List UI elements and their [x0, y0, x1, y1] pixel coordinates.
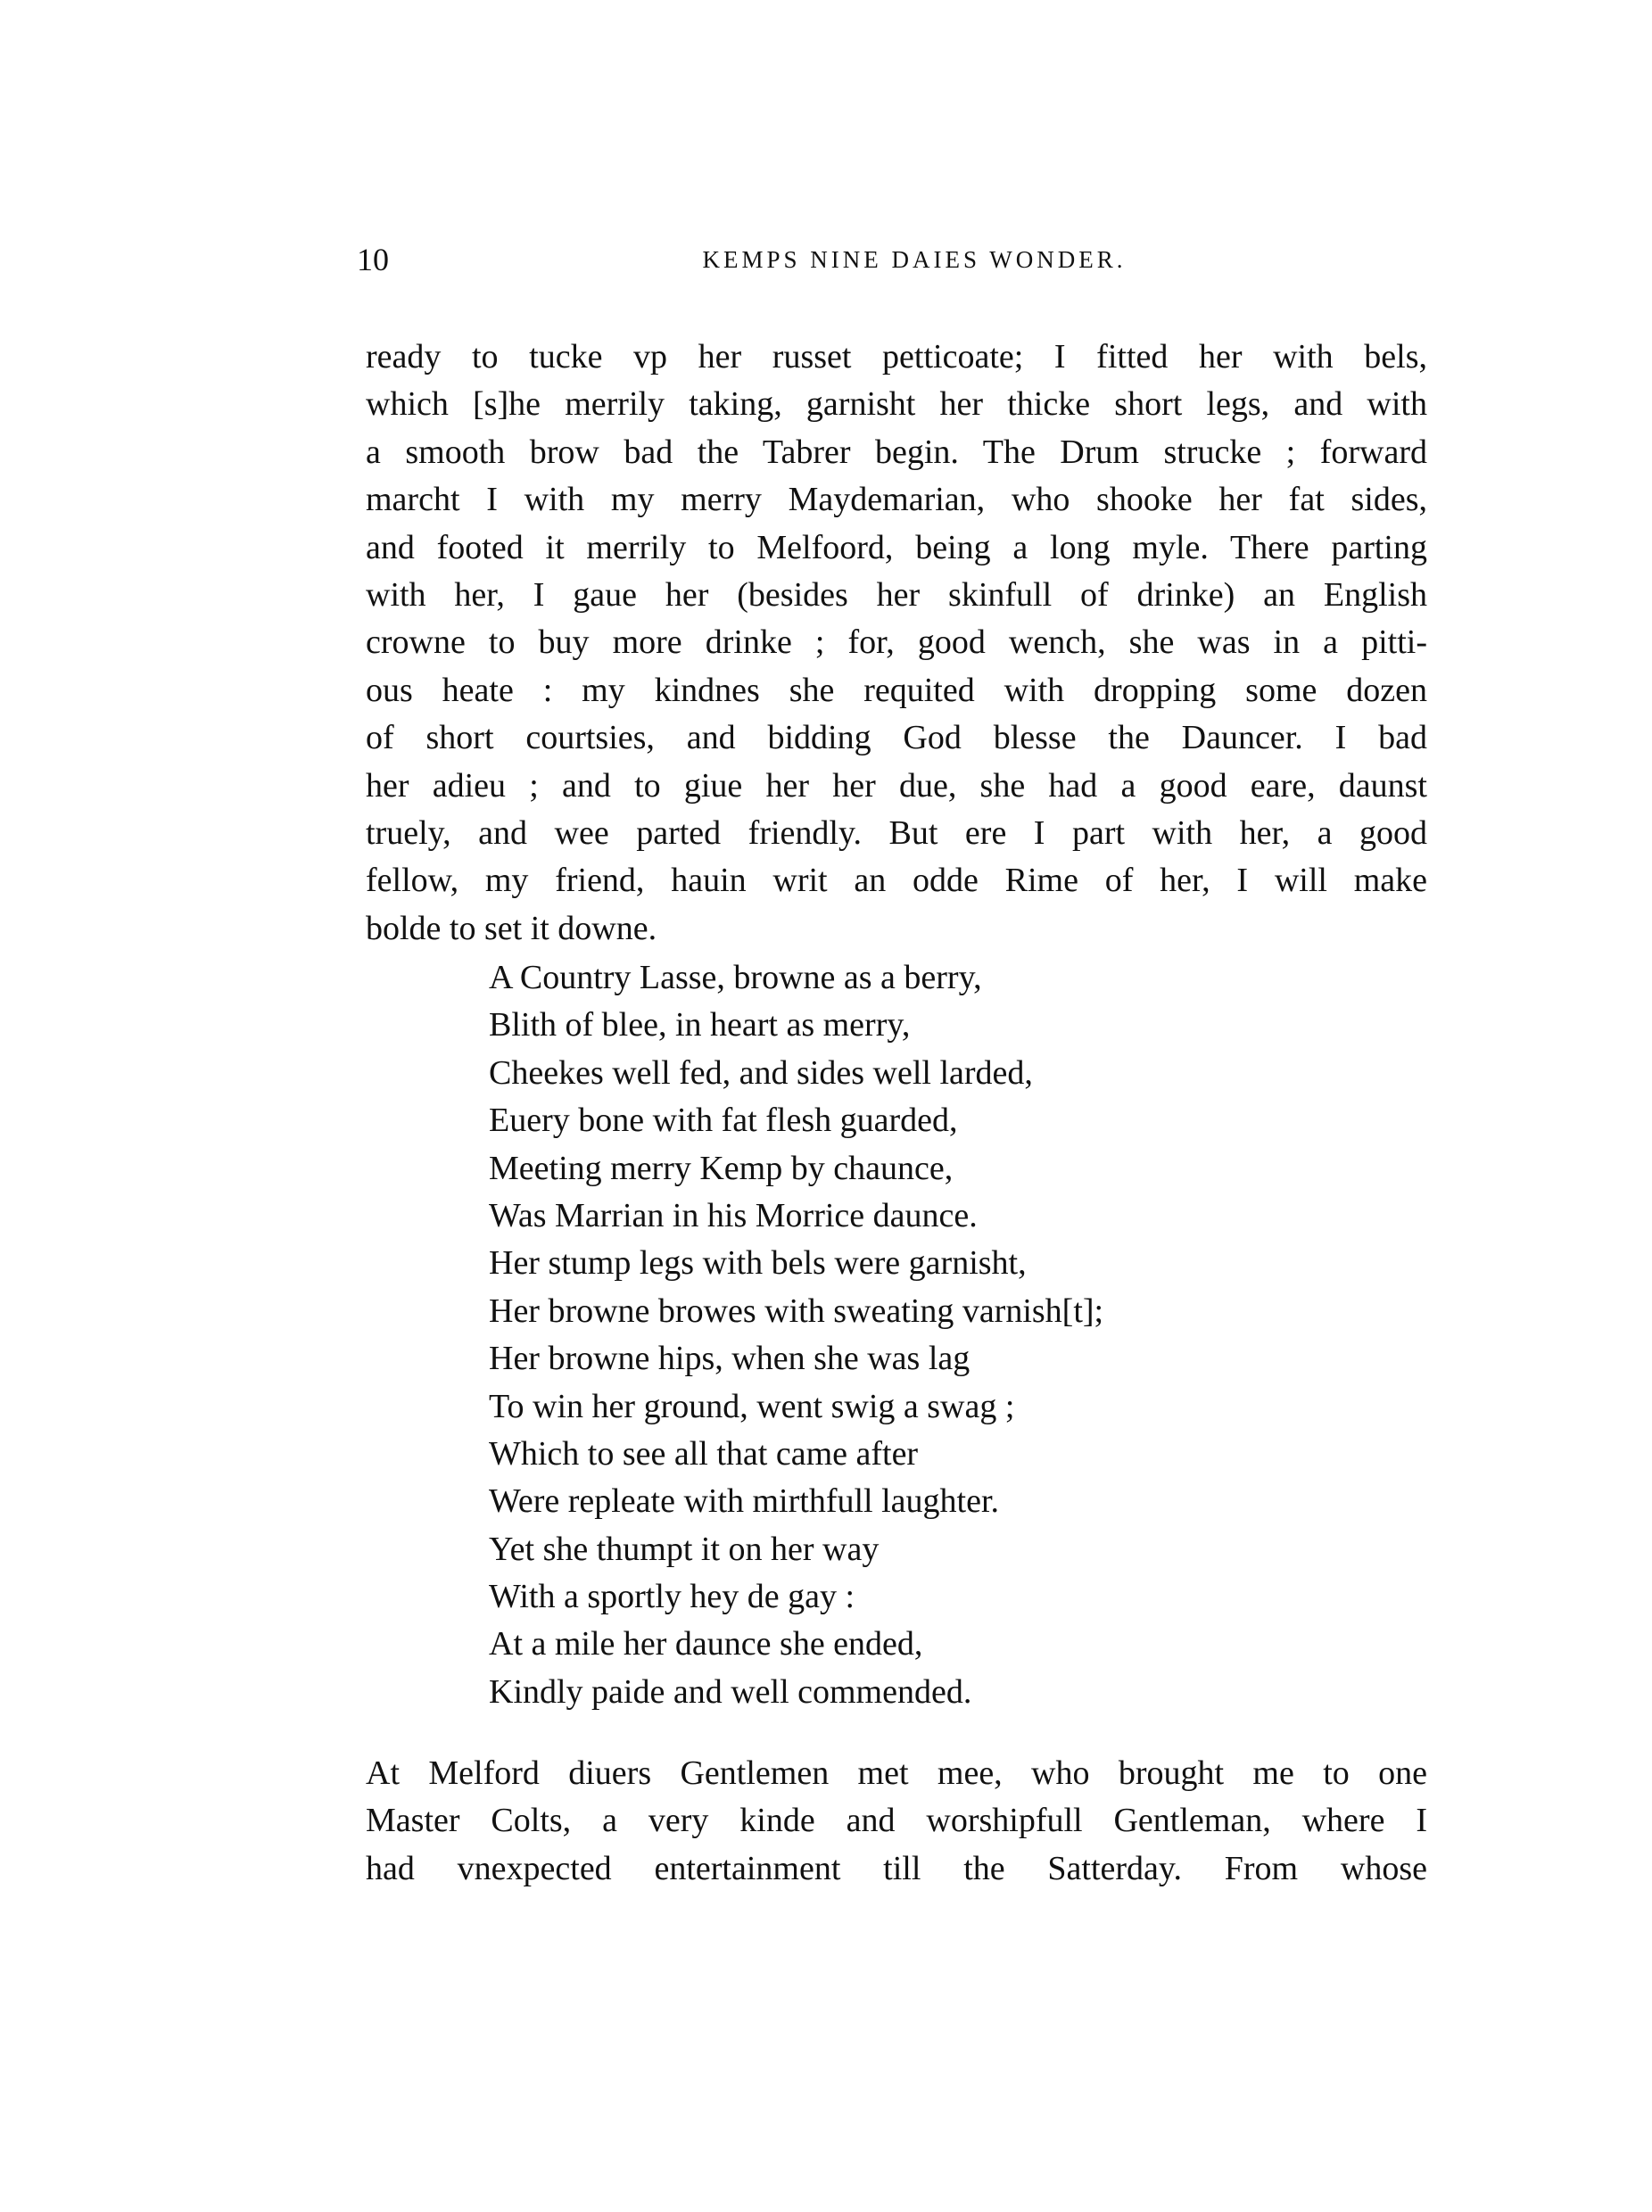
poem-line: To win her ground, went swig a swag ; [489, 1387, 1015, 1425]
paragraph-2 [366, 1750, 1427, 1893]
paragraph-1 [366, 334, 1427, 953]
text-line: truely, and wee parted friendly. But ere I part with her, a good [366, 813, 1427, 852]
text-line: which [s]he merrily taking, garnisht her thicke short legs, and with [366, 385, 1427, 424]
text-line: and footed it merrily to Melfoord, being a long myle. There parting [366, 528, 1427, 566]
poem [489, 954, 1103, 1716]
text-line: bolde to set it downe. [366, 909, 657, 947]
poem-line: A Country Lasse, browne as a berry, [489, 959, 982, 996]
poem-line: Meeting merry Kemp by chaunce, [489, 1149, 954, 1187]
poem-line: Her stump legs with bels were garnisht, [489, 1244, 1027, 1283]
poem-line: Her browne browes with sweating varnish[t]; [489, 1292, 1104, 1330]
text-line: a smooth brow bad the Tabrer begin. The Drum strucke ; forward [366, 433, 1427, 471]
poem-line: Yet she thumpt it on her way [489, 1530, 880, 1568]
poem-line: Which to see all that came after [489, 1434, 919, 1473]
text-line: ready to tucke vp her russet petticoate; I fitted her with bels, [366, 338, 1427, 376]
text-line: her adieu ; and to giue her her due, she had a good eare, daunst [366, 766, 1427, 805]
text-line: of short courtsies, and bidding God blesse the Dauncer. I bad [366, 719, 1427, 757]
text-line: with her, I gaue her (besides her skinfull of drinke) an English [366, 575, 1427, 614]
poem-line: Cheekes well fed, and sides well larded, [489, 1053, 1033, 1092]
poem-line: Euery bone with fat flesh guarded, [489, 1102, 958, 1140]
text-line: fellow, my friend, hauin writ an odde Rime of her, I will make [366, 862, 1427, 900]
text-line: had vnexpected entertainment till the Satterday. From whose [366, 1849, 1427, 1887]
poem-line: Were repleate with mirthfull laughter. [489, 1482, 1000, 1521]
poem-line: With a sportly hey de gay : [489, 1578, 855, 1616]
text-line: marcht I with my merry Maydemarian, who shooke her fat sides, [366, 481, 1427, 519]
poem-line: Blith of blee, in heart as merry, [489, 1006, 911, 1044]
text-line: ous heate : my kindnes she requited with dropping some dozen [366, 671, 1427, 709]
poem-line: Her browne hips, when she was lag [489, 1340, 971, 1378]
page-number: 10 [357, 242, 389, 277]
poem-line: Kindly paide and well commended. [489, 1672, 972, 1711]
text-line: At Melford diuers Gentlemen met mee, who brought me to one [366, 1754, 1427, 1792]
text-line: crowne to buy more drinke ; for, good wench, she was in a pitti- [366, 623, 1427, 662]
poem-line: Was Marrian in his Morrice daunce. [489, 1196, 978, 1234]
text-line: Master Colts, a very kinde and worshipfull Gentleman, where I [366, 1802, 1427, 1840]
running-header: KEMPS NINE DAIES WONDER. [702, 246, 1127, 273]
poem-line: At a mile her daunce she ended, [489, 1625, 923, 1663]
